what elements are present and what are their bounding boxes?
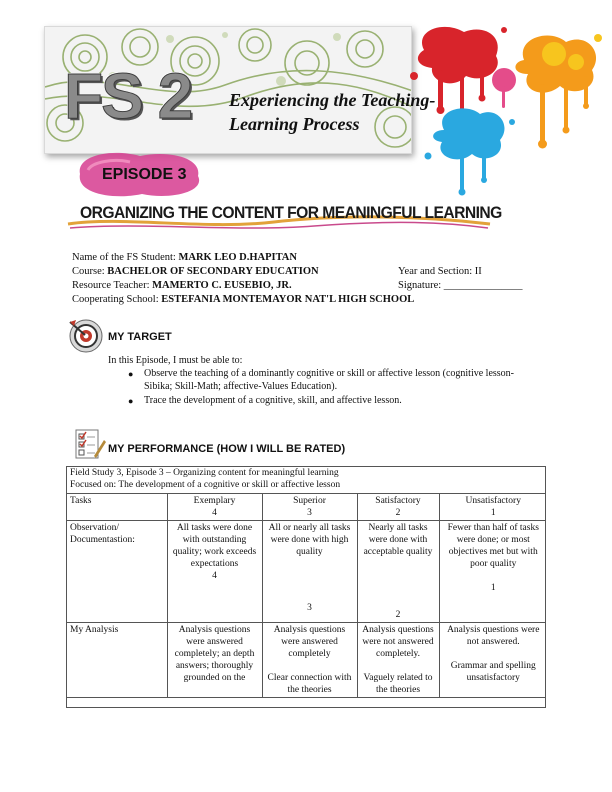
rubric-header — [67, 467, 545, 494]
target-icon — [68, 318, 104, 354]
my-target-heading: MY TARGET — [108, 331, 172, 343]
cooperating-school-value: ESTEFANIA MONTEMAYOR NAT'L HIGH SCHOOL — [161, 294, 415, 305]
satisfactory-cell: Analysis questions were not answered completely. Vaguely related to the theories — [357, 623, 439, 698]
col-header-tasks: Tasks — [67, 494, 167, 521]
checklist-icon — [72, 428, 108, 462]
unsatisfactory-cell: Fewer than half of tasks were done; or most objectives met but with poor quality 1 — [439, 521, 546, 623]
col-header-unsatisfactory: Unsatisfactory 1 — [439, 494, 546, 521]
unsatisfactory-cell: Analysis questions were not answered. Grammar and spelling unsatisfactory — [439, 623, 546, 698]
superior-cell: Analysis questions were answered completely Clear connection with the theories — [262, 623, 357, 698]
student-name-value: MARK LEO D.HAPITAN — [178, 252, 297, 263]
task-cell: My Analysis — [67, 623, 167, 698]
course-row — [72, 265, 482, 279]
student-name-row — [72, 251, 414, 265]
paint-splash-graphic — [404, 10, 608, 210]
cooperating-school-row — [72, 293, 414, 307]
rubric-line1: Field Study 3, Episode 3 – Organizing content for meaningful learning — [70, 468, 339, 478]
task-cell: Observation/ Documentastion: — [67, 521, 167, 623]
resource-teacher-row — [72, 279, 523, 293]
fs2-logo: FS 2 — [64, 60, 192, 132]
objective-item — [128, 395, 528, 408]
episode-label: EPISODE 3 — [102, 166, 187, 183]
year-section: Year and Section: II — [398, 266, 482, 277]
superior-cell: All or nearly all tasks were done with high quality 3 — [262, 521, 357, 623]
exemplary-cell: Analysis questions were answered completely; an depth answers; thoroughly grounded on the — [167, 623, 262, 698]
table-row — [67, 623, 546, 698]
student-name-label: Name of the FS Student: — [72, 252, 179, 263]
col-header-exemplary: Exemplary 4 — [167, 494, 262, 521]
table-row — [67, 521, 546, 623]
exemplary-cell: All tasks were done with outstanding quality; work exceeds expectations 4 — [167, 521, 262, 623]
my-performance-heading: MY PERFORMANCE (HOW I WILL BE RATED) — [108, 443, 346, 455]
objective-text: Trace the development of a cognitive, skill, and affective lesson. — [144, 395, 402, 406]
bullet-icon: ● — [128, 369, 134, 379]
objective-item — [128, 368, 528, 393]
satisfactory-cell: Nearly all tasks were done with acceptable quality 2 — [357, 521, 439, 623]
resource-teacher-value: MAMERTO C. EUSEBIO, JR. — [152, 280, 292, 291]
banner-title-line1: Experiencing the Teaching- — [229, 90, 436, 110]
objective-text: Observe the teaching of a dominantly cognitive or skill or affective lesson (cognitive lesson-Sibika; Skill-Math; affective-Values Education). — [144, 368, 514, 392]
rubric-column-header-row — [67, 494, 546, 521]
target-objectives-list — [128, 368, 528, 410]
rubric-grid — [67, 494, 546, 698]
bullet-icon: ● — [128, 396, 134, 406]
course-label: Course: — [72, 266, 108, 277]
banner-title-line2: Learning Process — [229, 114, 360, 134]
episode-title: ORGANIZING THE CONTENT FOR MEANINGFUL LEARNING — [80, 203, 502, 222]
col-header-superior: Superior 3 — [262, 494, 357, 521]
resource-teacher-label: Resource Teacher: — [72, 280, 153, 291]
student-info-block — [72, 251, 523, 307]
target-intro: In this Episode, I must be able to: — [108, 355, 243, 366]
course-value: BACHELOR OF SECONDARY EDUCATION — [107, 266, 319, 277]
col-header-satisfactory: Satisfactory 2 — [357, 494, 439, 521]
signature-line: Signature: _______________ — [398, 280, 523, 291]
rubric-line2: Focused on: The development of a cognitive or skill or affective lesson — [70, 480, 341, 490]
rubric-table — [66, 466, 546, 708]
cooperating-school-label: Cooperating School: — [72, 294, 162, 305]
